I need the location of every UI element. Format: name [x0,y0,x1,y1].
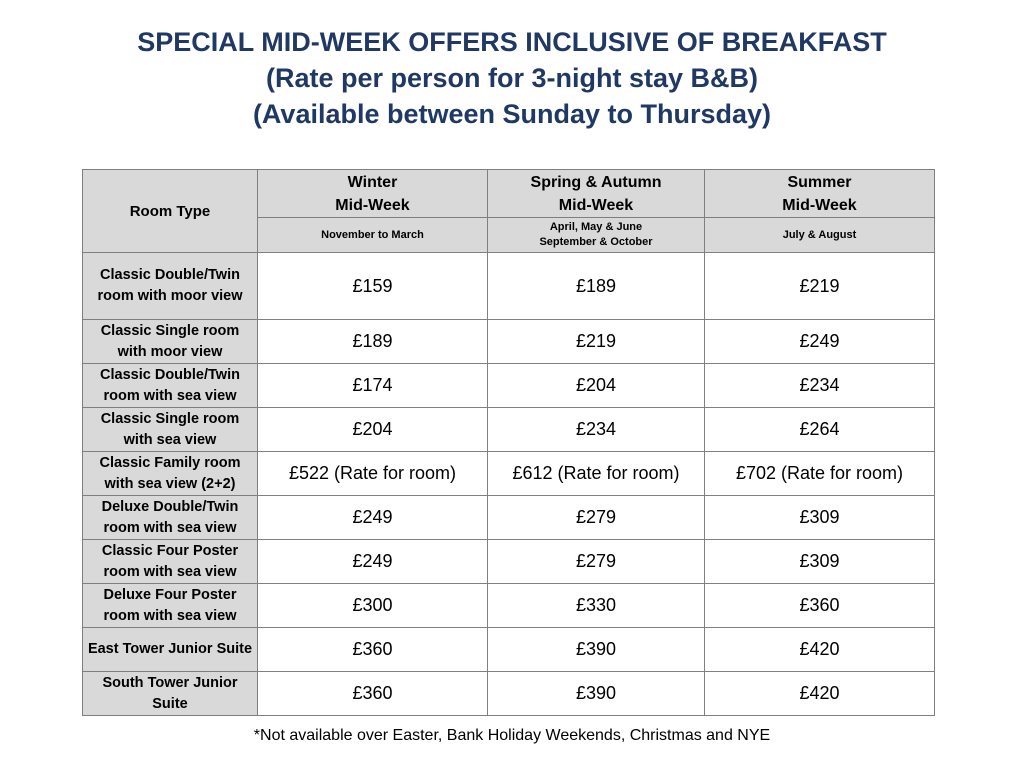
season-header-row [83,170,935,218]
table-row [83,496,935,540]
season-subtitle: Mid-Week [558,196,634,214]
table-row [83,452,935,496]
price-spring-autumn: £279 [488,540,705,584]
price-summer: £420 [705,628,935,672]
season-header-spring-autumn [488,170,705,218]
months-summer [705,218,935,253]
price-spring-autumn: £279 [488,496,705,540]
price-summer: £249 [705,320,935,364]
page-heading [0,24,1024,132]
footnote: *Not available over Easter, Bank Holiday Weekends, Christmas and NYE [253,727,771,744]
season-header-summer [705,170,935,218]
price-winter: £204 [258,408,488,452]
price-winter: £360 [258,672,488,716]
price-summer: £309 [705,496,935,540]
price-spring-autumn: £330 [488,584,705,628]
price-winter: £300 [258,584,488,628]
heading-line-availability: (Available between Sunday to Thursday) [252,99,772,129]
heading-line-rate-basis: (Rate per person for 3-night stay B&B) [265,63,759,93]
table-row [83,364,935,408]
price-winter: £522 (Rate for room) [258,452,488,496]
room-name: East Tower Junior Suite [83,628,258,672]
room-name: Deluxe Double/Twin room with sea view [83,496,258,540]
price-winter: £249 [258,496,488,540]
price-summer: £420 [705,672,935,716]
season-subtitle: Mid-Week [335,196,410,214]
season-subtitle: Mid-Week [782,196,857,214]
room-name: Deluxe Four Poster room with sea view [83,584,258,628]
price-winter: £159 [258,253,488,320]
table-row [83,540,935,584]
table-row [83,628,935,672]
months-winter [258,218,488,253]
price-winter: £249 [258,540,488,584]
rates-table [82,169,935,716]
price-summer: £234 [705,364,935,408]
season-name: Spring & Autumn [530,173,662,191]
price-spring-autumn: £612 (Rate for room) [488,452,705,496]
months-spring-autumn [488,218,705,253]
table-row [83,320,935,364]
months-line: November to March [321,228,424,241]
room-type-header: Room Type [83,170,258,253]
price-spring-autumn: £219 [488,320,705,364]
season-header-winter [258,170,488,218]
price-winter: £360 [258,628,488,672]
room-name: South Tower Junior Suite [83,672,258,716]
months-line: September & October [539,236,653,248]
price-spring-autumn: £390 [488,628,705,672]
price-summer: £702 (Rate for room) [705,452,935,496]
table-row [83,584,935,628]
season-name: Winter [347,173,398,191]
table-row [83,672,935,716]
price-summer: £309 [705,540,935,584]
price-summer: £360 [705,584,935,628]
price-summer: £264 [705,408,935,452]
price-spring-autumn: £189 [488,253,705,320]
price-spring-autumn: £234 [488,408,705,452]
price-winter: £189 [258,320,488,364]
price-spring-autumn: £204 [488,364,705,408]
months-line: April, May & June [549,221,643,233]
season-name: Summer [787,173,852,191]
room-name: Classic Four Poster room with sea view [83,540,258,584]
room-name: Classic Double/Twin room with sea view [83,364,258,408]
price-spring-autumn: £390 [488,672,705,716]
price-summer: £219 [705,253,935,320]
room-name: Classic Family room with sea view (2+2) [83,452,258,496]
table-row [83,408,935,452]
months-line: July & August [782,228,857,241]
table-row [83,253,935,320]
price-winter: £174 [258,364,488,408]
room-name: Classic Single room with moor view [83,320,258,364]
room-name: Classic Double/Twin room with moor view [83,253,258,320]
heading-line-offers: SPECIAL MID-WEEK OFFERS INCLUSIVE OF BREAKFAST [137,27,887,57]
room-name: Classic Single room with sea view [83,408,258,452]
